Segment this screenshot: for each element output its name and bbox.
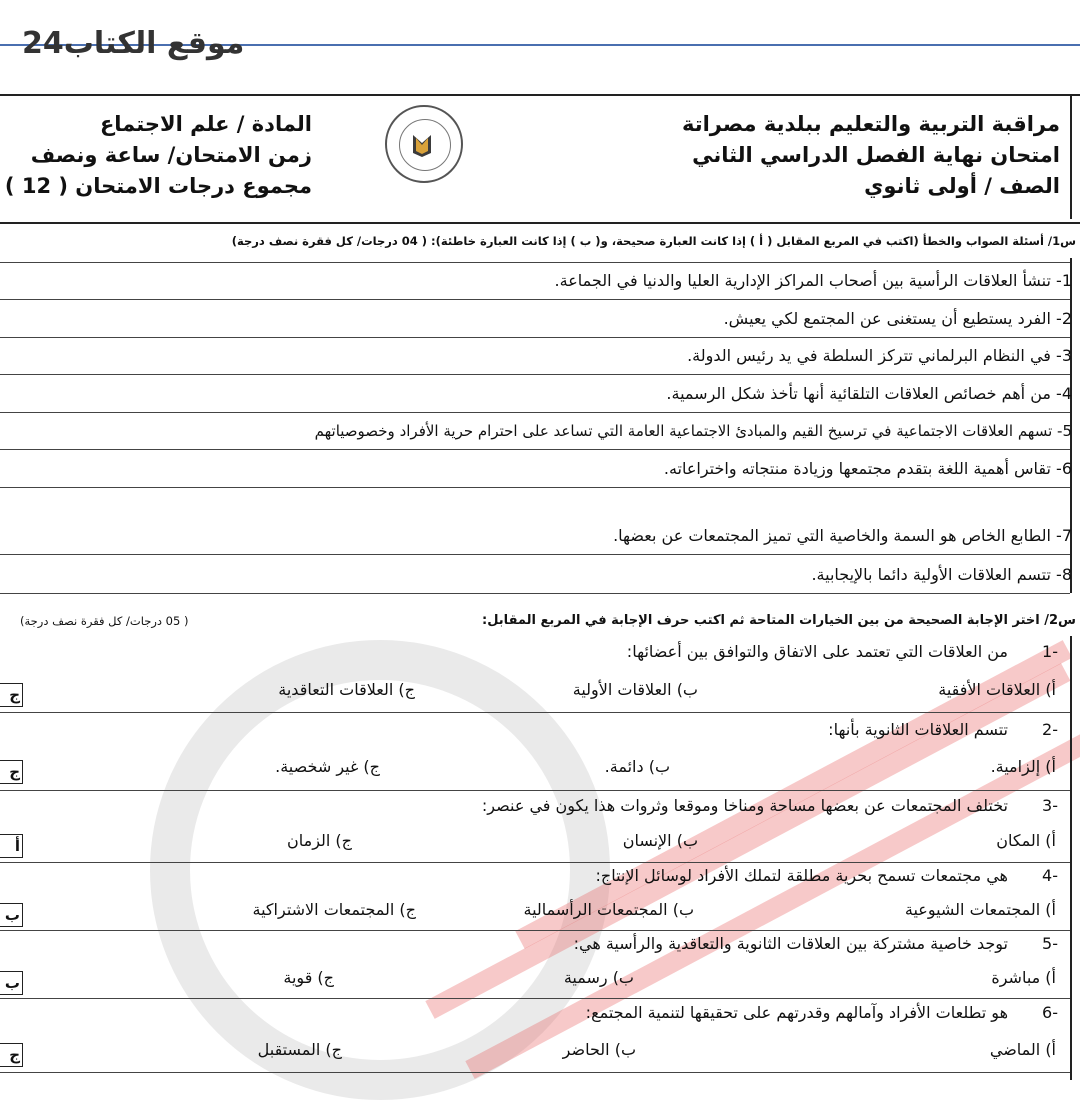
q2-right-border [1070, 636, 1072, 1080]
header-subject: المادة / علم الاجتماع [99, 112, 312, 136]
q2-option-c: ج) غير شخصية. [275, 757, 380, 776]
q2-item-number: -2 [1042, 720, 1058, 739]
site-name: موقع الكتاب24 [22, 26, 245, 61]
header-total-marks: مجموع درجات الامتحان ( 12 ) [4, 174, 312, 198]
header-exam: امتحان نهاية الفصل الدراسي الثاني [692, 143, 1060, 167]
q2-instruction: س2/ اختر الإجابة الصحيحة من بين الخيارات المتاحة ثم اكتب حرف الإجابة في المربع المقابل: [482, 613, 1076, 628]
row-divider [0, 790, 1070, 791]
q1-item: 8- تتسم العلاقات الأولية دائما بالإيجابية. [811, 565, 1072, 584]
q2-item-number: -6 [1042, 1003, 1058, 1022]
q2-option-a: أ) إلزامية. [990, 757, 1056, 776]
q2-item-text: تتسم العلاقات الثانوية بأنها: [828, 720, 1008, 739]
q2-item-number: -5 [1042, 934, 1058, 953]
q2-item-number: -3 [1042, 796, 1058, 815]
q2-marks: ( 05 درجات/ كل فقرة نصف درجة) [20, 614, 189, 628]
q2-option-b: ب) المجتمعات الرأسمالية [523, 900, 694, 919]
row-divider [0, 262, 1070, 263]
row-divider [0, 487, 1070, 488]
row-divider [0, 862, 1070, 863]
header-grade: الصف / أولى ثانوي [864, 174, 1060, 198]
answer-box[interactable]: ج [0, 1043, 23, 1067]
q1-item: 1- تنشأ العلاقات الرأسية بين أصحاب المراكز الإدارية العليا والدنيا في الجماعة. [554, 271, 1072, 290]
q2-item-text: هو تطلعات الأفراد وآمالهم وقدرتهم على تحقيقها لتنمية المجتمع: [585, 1003, 1008, 1022]
q2-item-number: -4 [1042, 866, 1058, 885]
row-divider [0, 712, 1070, 713]
q1-top-border [0, 222, 1080, 224]
q2-option-c: ج) العلاقات التعاقدية [278, 680, 415, 699]
answer-box[interactable]: أ [0, 834, 23, 858]
row-divider [0, 593, 1070, 594]
q2-option-b: ب) رسمية [563, 968, 634, 987]
q2-option-b: ب) العلاقات الأولية [572, 680, 698, 699]
q2-item-text: من العلاقات التي تعتمد على الاتفاق والتوافق بين أعضائها: [626, 642, 1008, 661]
q1-item: 4- من أهم خصائص العلاقات التلقائية أنها تأخذ شكل الرسمية. [666, 384, 1072, 403]
q2-option-a: أ) العلاقات الأفقية [938, 680, 1056, 699]
q1-instruction: س1/ أسئلة الصواب والخطأ (اكتب في المربع المقابل ( أ ) إذا كانت العبارة صحيحة، و( ب ) إذا كانت العبارة خاطئة): ( 04 درجات/ كل فقرة نصف درجة) [231, 234, 1076, 248]
row-divider [0, 374, 1070, 375]
q1-item: 3- في النظام البرلماني تتركز السلطة في يد رئيس الدولة. [687, 346, 1072, 365]
q2-option-b: ب) دائمة. [604, 757, 670, 776]
q1-item: 7- الطابع الخاص هو السمة والخاصية التي تميز المجتمعات عن بعضها. [613, 526, 1072, 545]
q2-item-text: توجد خاصية مشتركة بين العلاقات الثانوية والتعاقدية والرأسية هي: [573, 934, 1008, 953]
q2-option-a: أ) الماضي [989, 1040, 1056, 1059]
row-divider [0, 1072, 1070, 1073]
header-duration: زمن الامتحان/ ساعة ونصف [30, 143, 312, 167]
q2-option-a: أ) المجتمعات الشيوعية [904, 900, 1056, 919]
row-divider [0, 930, 1070, 931]
header-right-border [1070, 94, 1072, 219]
row-divider [0, 554, 1070, 555]
row-divider [0, 412, 1070, 413]
q2-item-text: هي مجتمعات تسمح بحرية مطلقة لتملك الأفراد لوسائل الإنتاج: [595, 866, 1008, 885]
q2-option-b: ب) الحاضر [562, 1040, 636, 1059]
answer-box[interactable]: ج [0, 760, 23, 784]
answer-box[interactable]: ب [0, 971, 23, 995]
q2-option-c: ج) الزمان [287, 831, 352, 850]
q2-item-text: تختلف المجتمعات عن بعضها مساحة ومناخا وموقعا وثروات هذا يكون في عنصر: [481, 796, 1008, 815]
q2-option-a: أ) المكان [996, 831, 1056, 850]
row-divider [0, 337, 1070, 338]
row-divider [0, 299, 1070, 300]
header-org: مراقبة التربية والتعليم ببلدية مصراتة [681, 112, 1060, 136]
q2-option-b: ب) الإنسان [622, 831, 698, 850]
q2-option-c: ج) قوية [283, 968, 334, 987]
q2-item-number: -1 [1042, 642, 1058, 661]
header-top-border [0, 94, 1080, 96]
row-divider [0, 998, 1070, 999]
answer-box[interactable]: ج [0, 683, 23, 707]
q2-option-c: ج) المستقبل [257, 1040, 342, 1059]
q1-item: 2- الفرد يستطيع أن يستغنى عن المجتمع لكي يعيش. [723, 309, 1072, 328]
row-divider [0, 449, 1070, 450]
q2-option-a: أ) مباشرة [991, 968, 1056, 987]
answer-box[interactable]: ب [0, 903, 23, 927]
q1-item: 6- تقاس أهمية اللغة بتقدم مجتمعها وزيادة منتجاته واختراعاته. [663, 459, 1072, 478]
q2-option-c: ج) المجتمعات الاشتراكية [252, 900, 416, 919]
q1-item: 5- تسهم العلاقات الاجتماعية في ترسيخ القيم والمبادئ الاجتماعية العامة التي تساعد على احترام حرية الأفراد وخصوصياتهم [314, 422, 1072, 440]
ministry-seal-icon [385, 105, 463, 183]
